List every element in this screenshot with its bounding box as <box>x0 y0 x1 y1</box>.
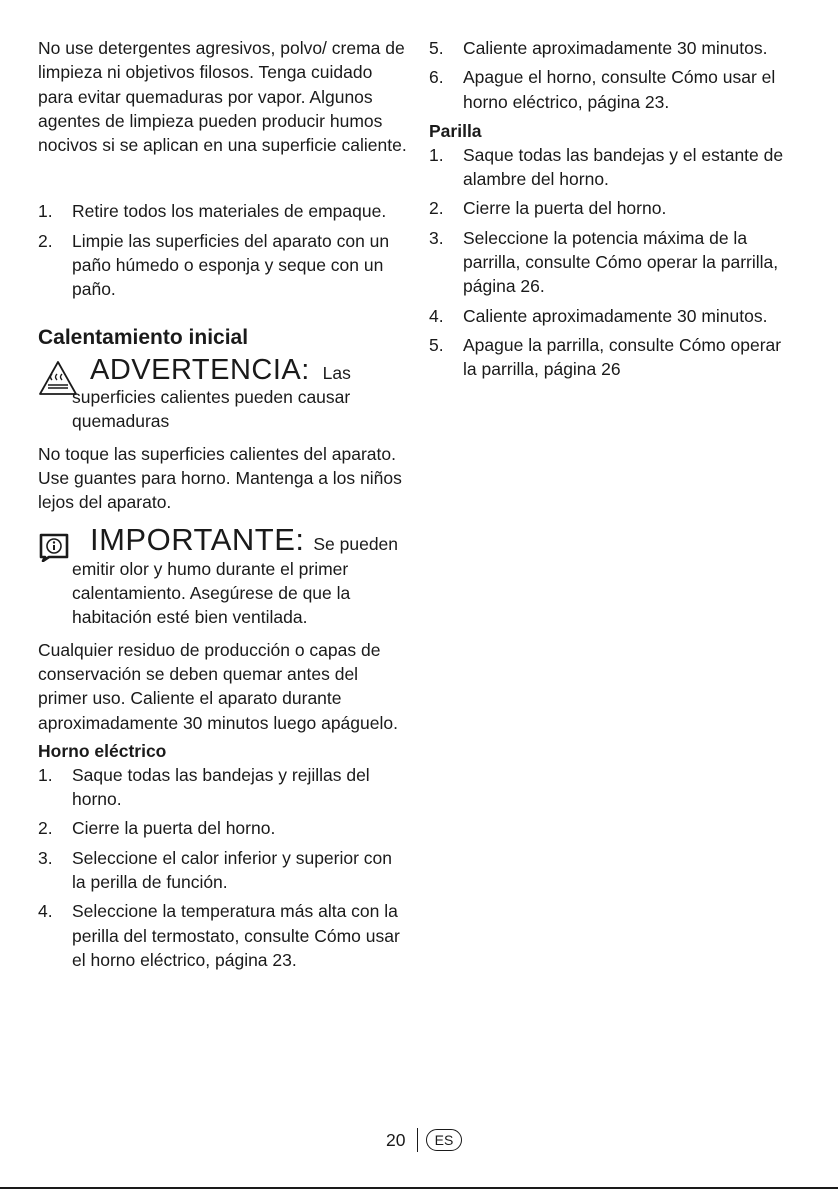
step-text: Caliente aproximadamente 30 minutos. <box>463 38 768 58</box>
list-item <box>38 846 410 895</box>
right-column <box>429 36 799 387</box>
warning-text-start: Las <box>322 362 351 383</box>
hot-surface-warning-icon <box>38 360 78 402</box>
step-text: Seleccione la potencia máxima de la parrilla, consulte Cómo operar la parrilla, página 26. <box>463 227 779 297</box>
list-item <box>38 199 410 223</box>
footer-divider <box>417 1128 418 1152</box>
grill-heading: Parilla <box>429 120 482 141</box>
step-number: 1. <box>38 201 53 222</box>
step-text: Cierre la puerta del horno. <box>463 198 667 219</box>
grill-steps-list <box>429 143 799 382</box>
oven-steps-continued-list <box>429 36 799 114</box>
step-number: 4. <box>38 901 53 922</box>
step-text: Apague la parrilla, consulte Cómo operar la parrilla, página 26 <box>463 334 782 380</box>
cleaning-steps-list <box>38 199 410 301</box>
step-number: 1. <box>429 144 444 165</box>
important-label: IMPORTANTE: <box>90 522 305 558</box>
step-number: 6. <box>429 67 444 88</box>
warning-notice <box>38 353 410 434</box>
page-number: 20 <box>386 1130 406 1150</box>
warning-paragraph: No toque las superficies calientes del aparato. Use guantes para horno. Mantenga a los niños lejos del aparato. <box>38 443 402 513</box>
list-item <box>429 333 799 382</box>
language-badge: ES <box>426 1129 462 1151</box>
list-item <box>38 816 410 840</box>
step-number: 2. <box>38 818 53 839</box>
list-item <box>38 763 410 812</box>
oven-heading: Horno eléctrico <box>38 740 167 761</box>
list-item <box>38 229 410 302</box>
step-number: 2. <box>429 198 444 219</box>
step-text: Apague el horno, consulte Cómo usar el horno eléctrico, página 23. <box>463 67 776 112</box>
step-number: 4. <box>429 305 444 326</box>
important-text: emitir olor y humo durante el primer calentamiento. Asegúrese de que la habitación esté bien ventilada. <box>72 558 351 628</box>
step-text: Limpie las superficies del aparato con un paño húmedo o esponja y seque con un paño. <box>72 230 390 300</box>
step-text: Seleccione el calor inferior y superior con la perilla de función. <box>72 847 393 893</box>
important-paragraph: Cualquier residuo de producción o capas de conservación se deben quemar antes del primer uso. Caliente el aparato durante aproximadamente 30 minutos luego apáguelo. <box>38 639 398 733</box>
step-number: 3. <box>429 227 444 248</box>
list-item <box>429 36 799 60</box>
warning-label: ADVERTENCIA: <box>90 353 310 386</box>
important-notice <box>38 522 410 629</box>
page-footer <box>0 1128 838 1154</box>
step-text: Caliente aproximadamente 30 minutos. <box>463 305 768 326</box>
important-text-start: Se pueden <box>313 534 399 555</box>
cleaning-caution-paragraph: No use detergentes agresivos, polvo/ crema de limpieza ni objetivos filosos. Tenga cuidado para evitar quemaduras por vapor. Algunos agentes de limpieza pueden producir humos nocivos si se aplican en una superficie caliente. <box>38 38 407 156</box>
warning-text: superficies calientes pueden causar quemaduras <box>72 386 351 432</box>
step-number: 5. <box>429 334 444 355</box>
step-text: Cierre la puerta del horno. <box>72 818 276 839</box>
list-item <box>429 226 799 299</box>
step-text: Retire todos los materiales de empaque. <box>72 201 387 222</box>
step-text: Saque todas las bandejas y rejillas del horno. <box>72 764 370 810</box>
section-title: Calentamiento inicial <box>38 325 249 349</box>
step-text: Seleccione la temperatura más alta con la perilla del termostato, consulte Cómo usar el horno eléctrico, página 23. <box>72 901 400 970</box>
step-number: 1. <box>38 764 53 785</box>
bottom-rule <box>0 1187 838 1189</box>
list-item <box>38 899 410 972</box>
list-item <box>429 196 799 220</box>
left-column <box>38 36 410 977</box>
step-number: 5. <box>429 38 444 58</box>
list-item <box>429 65 799 114</box>
list-item <box>429 143 799 192</box>
step-number: 2. <box>38 230 53 251</box>
info-icon <box>38 532 70 568</box>
step-text: Saque todas las bandejas y el estante de alambre del horno. <box>463 144 784 190</box>
oven-steps-list <box>38 763 410 972</box>
step-number: 3. <box>38 847 53 868</box>
list-item <box>429 304 799 328</box>
